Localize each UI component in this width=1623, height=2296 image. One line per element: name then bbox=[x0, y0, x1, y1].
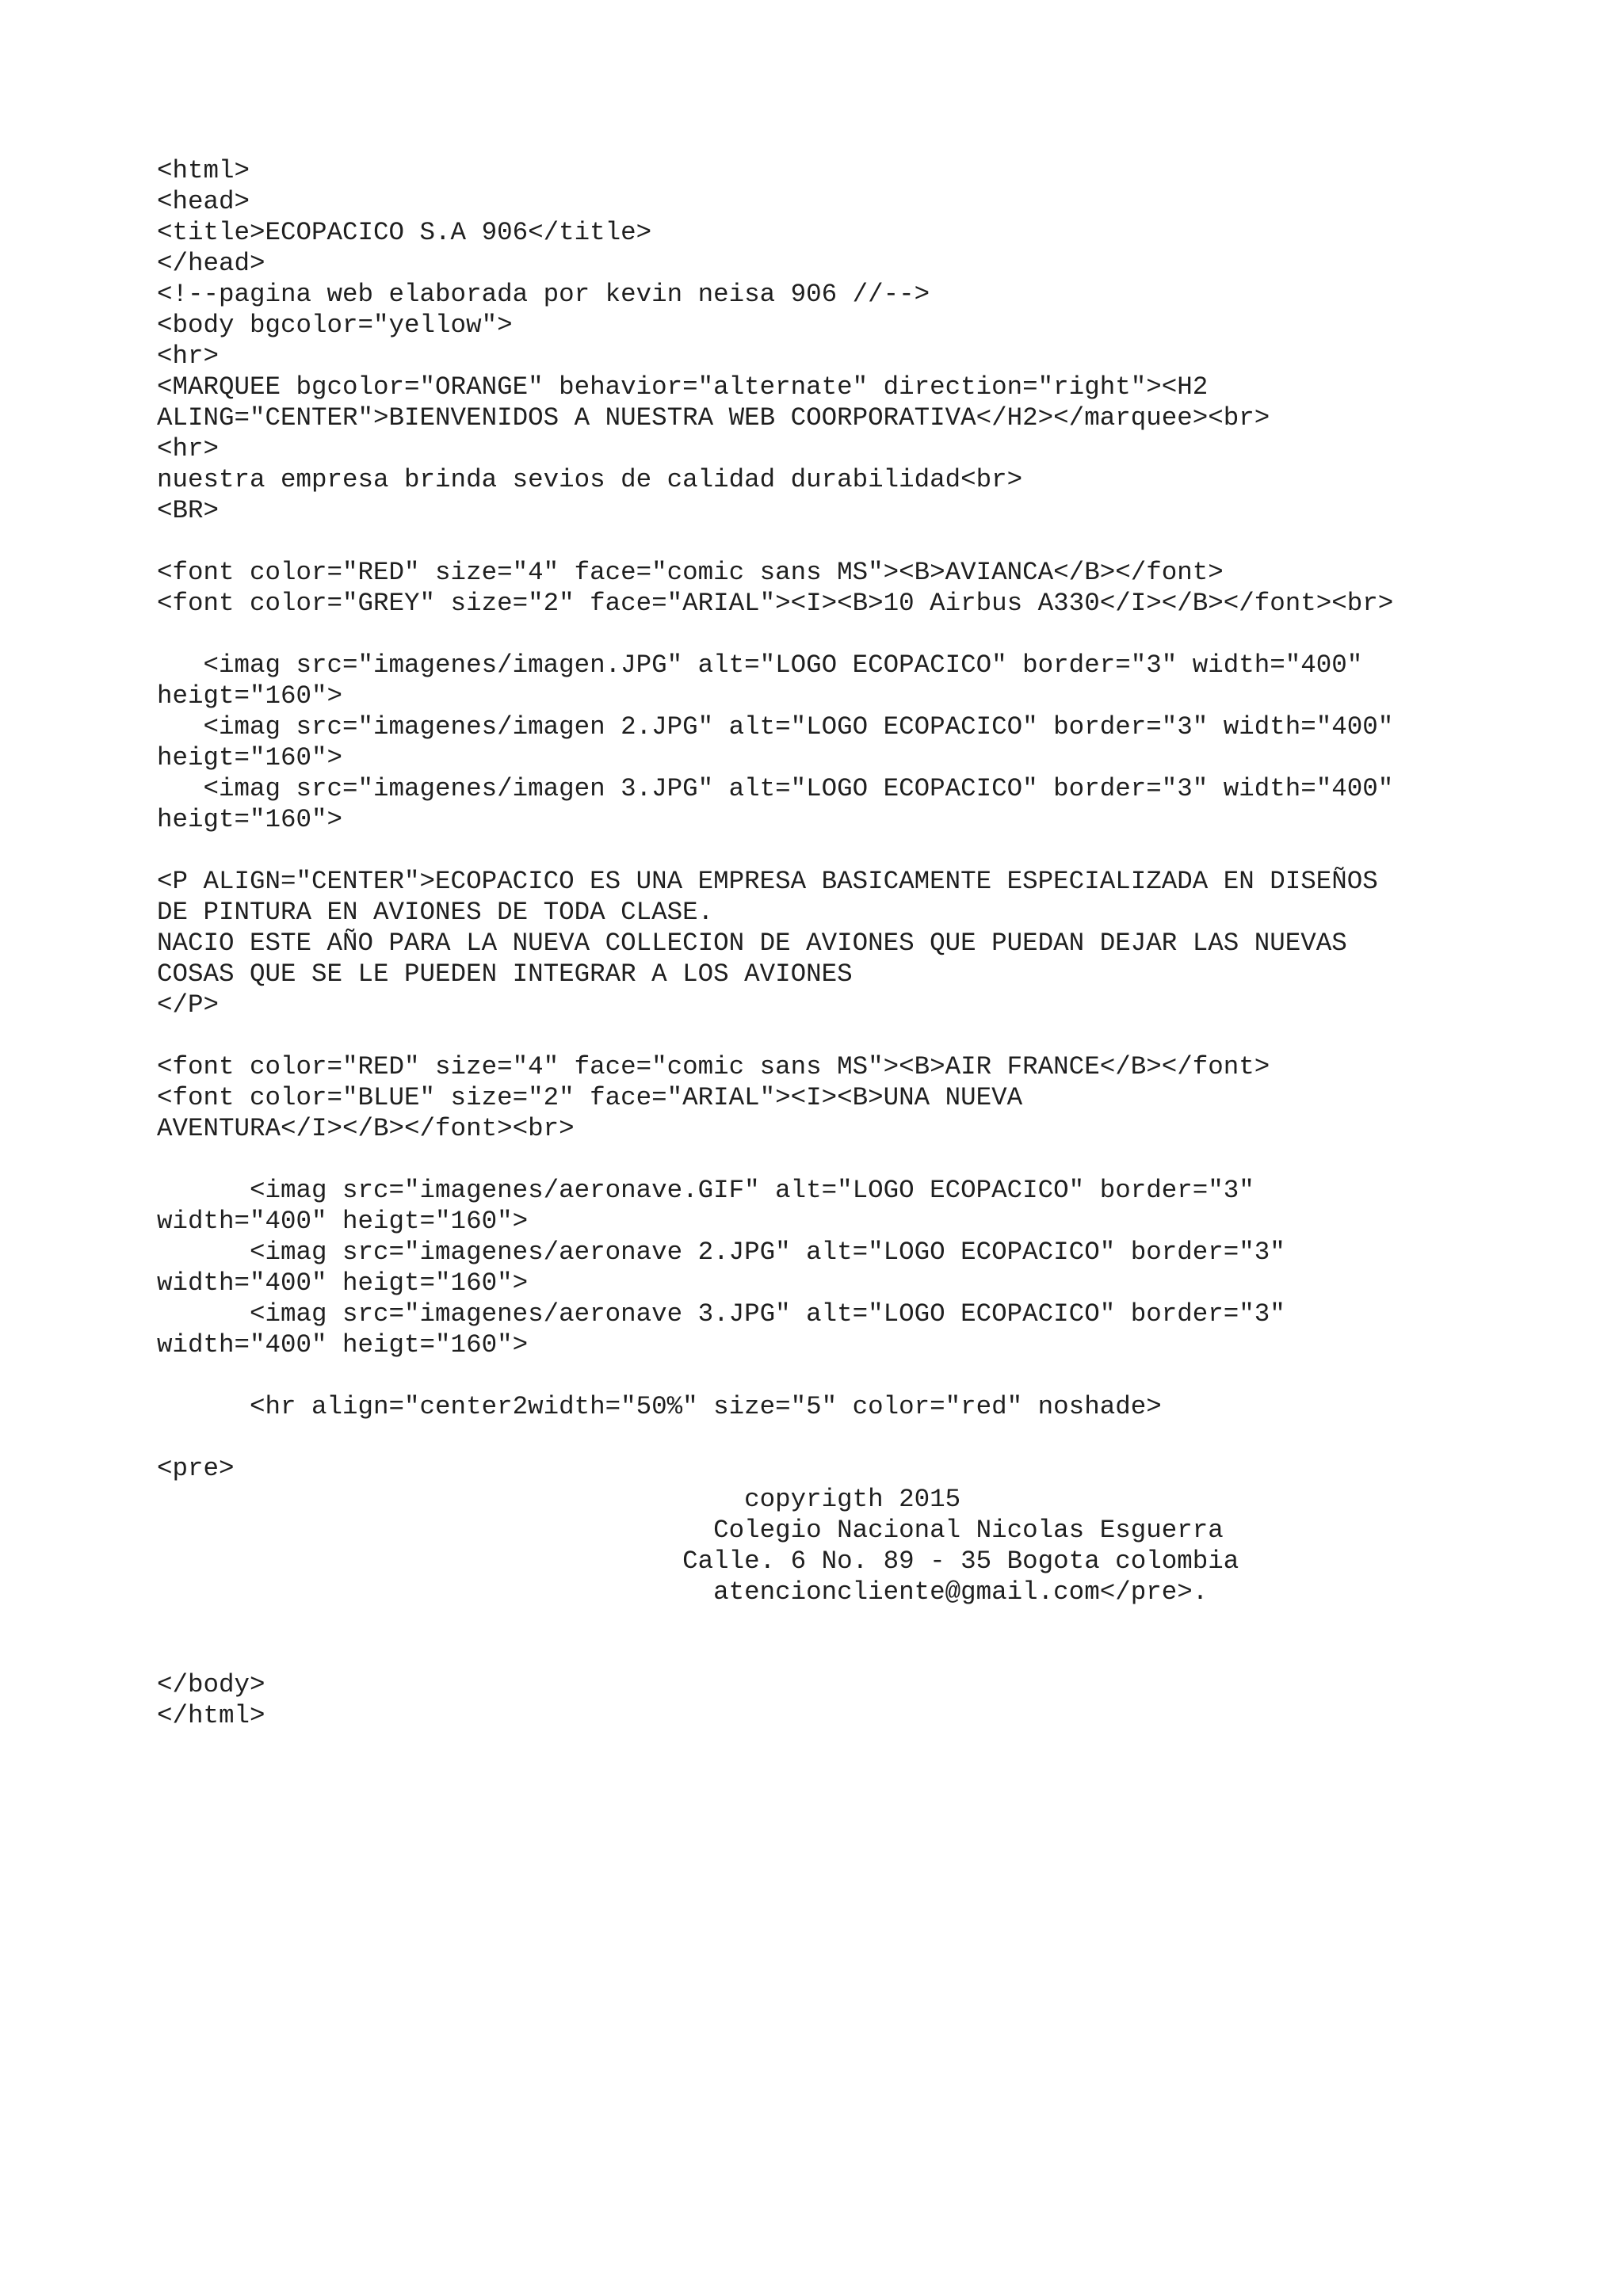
code-line: <head> bbox=[157, 187, 250, 216]
code-line: <BR> bbox=[157, 496, 220, 525]
code-line: width="400" heigt="160"> bbox=[157, 1330, 529, 1360]
code-line: <imag src="imagenes/imagen.JPG" alt="LOGO ECOPACICO" border="3" width="400" bbox=[157, 650, 1363, 680]
blank-line bbox=[157, 1638, 1393, 1669]
code-line: <!--pagina web elaborada por kevin neisa 906 //--> bbox=[157, 280, 930, 309]
code-line: </head> bbox=[157, 249, 265, 278]
blank-line bbox=[157, 1020, 1393, 1051]
footer-line: Colegio Nacional Nicolas Esguerra bbox=[157, 1516, 1224, 1545]
code-line: <P ALIGN="CENTER">ECOPACICO ES UNA EMPRESA BASICAMENTE ESPECIALIZADA EN DISEÑOS bbox=[157, 867, 1378, 896]
code-line: <imag src="imagenes/aeronave.GIF" alt="LOGO ECOPACICO" border="3" bbox=[157, 1176, 1254, 1205]
blank-line bbox=[157, 1608, 1393, 1638]
code-line: width="400" heigt="160"> bbox=[157, 1207, 529, 1236]
code-line: </html> bbox=[157, 1701, 265, 1730]
code-line: <title>ECOPACICO S.A 906</title> bbox=[157, 218, 652, 247]
code-line: <hr> bbox=[157, 341, 220, 371]
code-line: AVENTURA</I></B></font><br> bbox=[157, 1114, 575, 1143]
code-line: </P> bbox=[157, 990, 220, 1020]
code-line: <imag src="imagenes/aeronave 3.JPG" alt="LOGO ECOPACICO" border="3" bbox=[157, 1299, 1285, 1329]
code-line: </body> bbox=[157, 1670, 265, 1699]
code-line: NACIO ESTE AÑO PARA LA NUEVA COLLECION DE AVIONES QUE PUEDAN DEJAR LAS NUEVAS bbox=[157, 929, 1347, 958]
blank-line bbox=[157, 1144, 1393, 1175]
code-line: <hr align="center2width="50%" size="5" color="red" noshade> bbox=[157, 1392, 1162, 1421]
blank-line bbox=[157, 1422, 1393, 1453]
footer-line: copyrigth 2015 bbox=[157, 1485, 961, 1514]
code-line: heigt="160"> bbox=[157, 743, 343, 772]
footer-line: Calle. 6 No. 89 - 35 Bogota colombia bbox=[157, 1547, 1239, 1576]
code-line: <imag src="imagenes/aeronave 2.JPG" alt="LOGO ECOPACICO" border="3" bbox=[157, 1238, 1285, 1267]
code-line: <font color="GREY" size="2" face="ARIAL"><I><B>10 Airbus A330</I></B></font><br> bbox=[157, 589, 1394, 618]
code-line: <font color="BLUE" size="2" face="ARIAL"><I><B>UNA NUEVA bbox=[157, 1083, 1023, 1112]
code-line: <font color="RED" size="4" face="comic sans MS"><B>AIR FRANCE</B></font> bbox=[157, 1052, 1270, 1081]
source-code-listing bbox=[157, 155, 1393, 1731]
code-line: COSAS QUE SE LE PUEDEN INTEGRAR A LOS AVIONES bbox=[157, 959, 853, 989]
code-line: <imag src="imagenes/imagen 2.JPG" alt="LOGO ECOPACICO" border="3" width="400" bbox=[157, 712, 1394, 742]
blank-line bbox=[157, 619, 1393, 650]
code-line: DE PINTURA EN AVIONES DE TODA CLASE. bbox=[157, 898, 714, 927]
code-line: ALING="CENTER">BIENVENIDOS A NUESTRA WEB COORPORATIVA</H2></marquee><br> bbox=[157, 403, 1270, 433]
code-line: <hr> bbox=[157, 434, 220, 463]
code-line: heigt="160"> bbox=[157, 805, 343, 834]
code-line: <html> bbox=[157, 156, 250, 185]
code-line: nuestra empresa brinda sevios de calidad durabilidad<br> bbox=[157, 465, 1023, 494]
blank-line bbox=[157, 526, 1393, 557]
code-line: <MARQUEE bgcolor="ORANGE" behavior="alternate" direction="right"><H2 bbox=[157, 372, 1209, 402]
code-line: <pre> bbox=[157, 1454, 235, 1483]
code-line: heigt="160"> bbox=[157, 681, 343, 711]
code-line: <font color="RED" size="4" face="comic sans MS"><B>AVIANCA</B></font> bbox=[157, 558, 1224, 587]
code-line: <imag src="imagenes/imagen 3.JPG" alt="LOGO ECOPACICO" border="3" width="400" bbox=[157, 774, 1394, 803]
footer-line: atencioncliente@gmail.com</pre>. bbox=[157, 1577, 1209, 1607]
blank-line bbox=[157, 835, 1393, 866]
blank-line bbox=[157, 1360, 1393, 1391]
code-line: <body bgcolor="yellow"> bbox=[157, 311, 513, 340]
code-line: width="400" heigt="160"> bbox=[157, 1268, 529, 1298]
